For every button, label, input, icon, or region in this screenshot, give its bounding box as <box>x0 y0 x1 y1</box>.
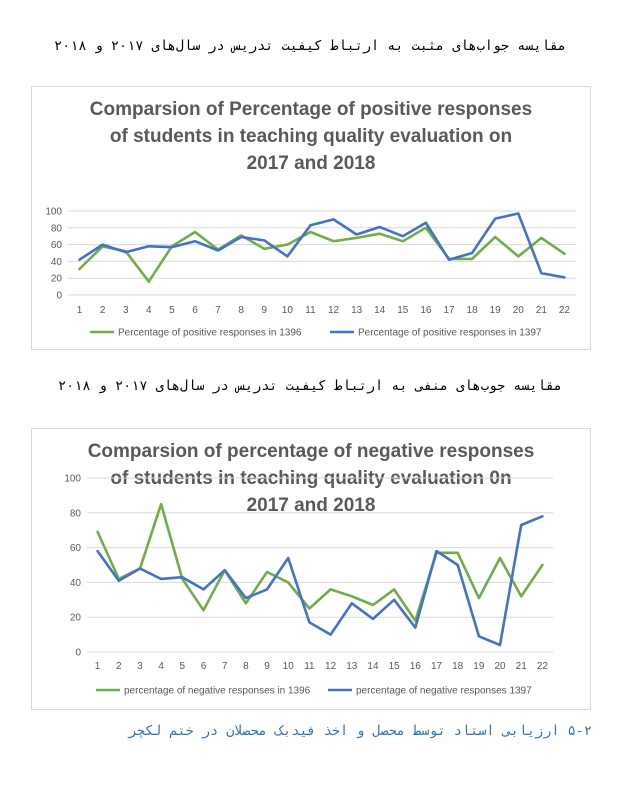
negative-chart-xtick-16: 16 <box>409 661 421 672</box>
negative-chart-legend-label-2: percentage of negative responses 1397 <box>356 685 532 697</box>
negative-chart-legend-label-1: percentage of negative responses in 1396 <box>124 685 311 697</box>
positive-chart-xtick-19: 19 <box>489 305 501 316</box>
negative-chart-xtick-8: 8 <box>243 661 249 672</box>
negative-chart-title-line-1: Comparsion of percentage of negative responses <box>87 441 535 462</box>
negative-chart-ytick-0: 0 <box>75 647 81 659</box>
negative-chart-xtick-13: 13 <box>346 661 358 672</box>
positive-comparison-heading: مقایسه جواب‌های مثبت به ارتباط کیفیت تدریس در سال‌های ۲۰۱۷ و ۲۰۱۸ <box>53 38 567 54</box>
negative-chart-xtick-17: 17 <box>430 661 443 672</box>
positive-responses-chart-svg <box>32 87 590 349</box>
negative-chart-xtick-21: 21 <box>515 661 527 672</box>
positive-chart-xtick-5: 5 <box>169 305 175 316</box>
negative-chart-series-1-line <box>98 504 543 621</box>
positive-chart-xtick-1: 1 <box>76 305 83 316</box>
negative-chart-xtick-5: 5 <box>179 661 186 672</box>
positive-chart-ytick-100: 100 <box>45 206 62 218</box>
negative-chart-xtick-2: 2 <box>115 661 122 672</box>
negative-comparison-heading: مقایسه جوب‌های منفی به ارتباط کیفیت تدریس در سال‌های ۲۰۱۷ و ۲۰۱۸ <box>58 378 562 394</box>
positive-chart-xtick-21: 21 <box>535 305 547 316</box>
negative-chart-xtick-4: 4 <box>158 661 164 672</box>
positive-chart-xtick-10: 10 <box>281 305 293 316</box>
negative-chart-xtick-3: 3 <box>137 661 143 672</box>
negative-responses-chart <box>31 428 591 710</box>
positive-chart-title-line-1: Comparsion of Percentage of positive responses <box>89 99 533 120</box>
negative-chart-xtick-6: 6 <box>200 661 207 672</box>
negative-chart-ytick-20: 20 <box>69 612 81 624</box>
negative-chart-xtick-7: 7 <box>221 661 228 672</box>
positive-chart-ytick-60: 60 <box>50 240 62 252</box>
positive-chart-title-line-2: of students in teaching quality evaluation on <box>109 126 513 147</box>
positive-chart-xtick-7: 7 <box>215 305 221 316</box>
negative-chart-series-2-line <box>98 516 543 645</box>
positive-chart-legend-label-2: Percentage of positive responses in 1397 <box>358 327 542 339</box>
positive-chart-xtick-13: 13 <box>351 305 363 316</box>
negative-responses-chart-svg <box>32 429 590 709</box>
positive-chart-xtick-22: 22 <box>558 305 571 316</box>
negative-chart-xtick-10: 10 <box>282 661 294 672</box>
negative-chart-ytick-60: 60 <box>69 543 81 555</box>
positive-chart-xtick-17: 17 <box>443 305 455 316</box>
positive-chart-xtick-16: 16 <box>420 305 432 316</box>
negative-chart-xtick-15: 15 <box>388 661 400 672</box>
negative-chart-xtick-11: 11 <box>304 661 315 672</box>
positive-chart-xtick-8: 8 <box>238 305 244 316</box>
positive-chart-xtick-15: 15 <box>397 305 409 316</box>
negative-chart-ytick-80: 80 <box>69 508 81 520</box>
negative-chart-title-line-2: of students in teaching quality evaluation 0n <box>110 468 512 489</box>
section-caption: ۵-۲ ارزیابی استاد توسط محصل و اخذ فیدبک محصلان در ختم لکچر <box>128 723 592 739</box>
positive-chart-series-1-line <box>80 228 565 282</box>
positive-chart-xtick-6: 6 <box>192 305 198 316</box>
positive-chart-ytick-20: 20 <box>50 273 62 285</box>
positive-chart-xtick-9: 9 <box>261 305 268 316</box>
positive-chart-xtick-3: 3 <box>122 305 129 316</box>
negative-chart-xtick-20: 20 <box>494 661 506 672</box>
negative-chart-xtick-9: 9 <box>264 661 270 672</box>
positive-chart-xtick-18: 18 <box>466 305 478 316</box>
negative-chart-xtick-18: 18 <box>452 661 464 672</box>
positive-chart-xtick-4: 4 <box>146 305 152 316</box>
positive-responses-chart <box>31 86 591 350</box>
positive-chart-series-2-line <box>80 214 565 278</box>
negative-chart-title-line-3: 2017 and 2018 <box>246 495 376 516</box>
positive-chart-legend-label-1: Percentage of positive responses in 1396 <box>118 327 302 339</box>
positive-chart-ytick-40: 40 <box>50 256 62 268</box>
positive-chart-title-line-3: 2017 and 2018 <box>246 153 376 174</box>
positive-chart-xtick-2: 2 <box>99 305 106 316</box>
positive-chart-ytick-80: 80 <box>50 223 62 235</box>
negative-chart-xtick-1: 1 <box>94 661 101 672</box>
negative-chart-xtick-14: 14 <box>367 661 379 672</box>
positive-chart-xtick-11: 11 <box>305 305 316 316</box>
negative-chart-ytick-40: 40 <box>69 577 81 589</box>
positive-chart-ytick-0: 0 <box>56 290 62 302</box>
negative-chart-xtick-19: 19 <box>473 661 485 672</box>
negative-chart-ytick-100: 100 <box>64 473 81 485</box>
positive-chart-xtick-20: 20 <box>512 305 524 316</box>
negative-chart-xtick-12: 12 <box>325 661 337 672</box>
negative-chart-xtick-22: 22 <box>536 661 548 672</box>
positive-chart-xtick-14: 14 <box>374 305 386 316</box>
positive-chart-xtick-12: 12 <box>327 305 340 316</box>
